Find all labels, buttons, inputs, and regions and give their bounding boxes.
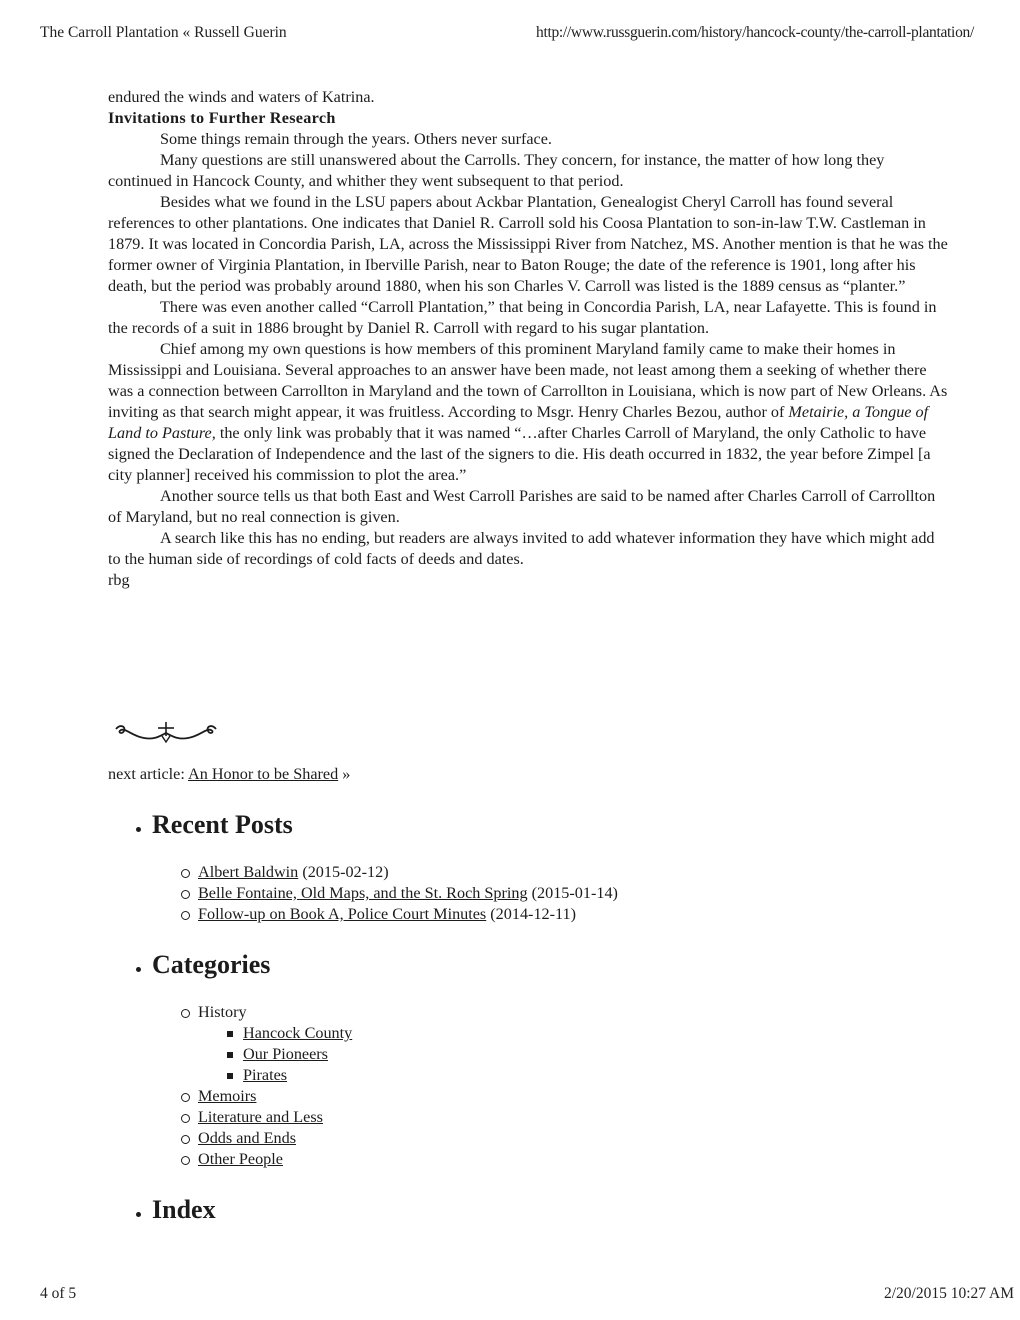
- bullet-icon: [136, 967, 141, 972]
- category-link-hancock-county[interactable]: Hancock County: [243, 1024, 353, 1042]
- list-item: [227, 1044, 481, 1065]
- recent-posts-heading-text: Recent Posts: [152, 810, 293, 839]
- article-paragraph: There was even another called “Carroll Plantation,” that being in Concordia Parish, LA, near Lafayette. This is found in the records of a suit in 1886 brought by Daniel R. Carroll with regard to his sugar plantation.: [108, 298, 937, 337]
- post-date: (2015-01-14): [527, 884, 618, 902]
- article-paragraph: Many questions are still unanswered about the Carrolls. They concern, for instance, the matter of how long they continued in Hancock County, and whither they went subsequent to that period.: [108, 151, 885, 190]
- recent-post-link[interactable]: Belle Fontaine, Old Maps, and the St. Roch Spring: [198, 884, 528, 902]
- list-item: [227, 1065, 481, 1086]
- index-widget: [136, 1195, 216, 1225]
- category-link-pirates[interactable]: Pirates: [243, 1066, 288, 1084]
- print-footer-datetime: 2/20/2015 10:27 AM: [883, 1285, 1014, 1302]
- print-footer-page: 4 of 5: [40, 1285, 77, 1302]
- bullet-icon: [136, 1212, 141, 1217]
- category-label: History: [198, 1003, 247, 1021]
- category-link-our-pioneers[interactable]: Our Pioneers: [243, 1045, 328, 1063]
- ornament-divider-icon: [114, 716, 218, 746]
- categories-heading: [136, 950, 270, 980]
- next-article-nav: [108, 765, 350, 784]
- list-item: [181, 1149, 481, 1170]
- article-paragraph: Another source tells us that both East and West Carroll Parishes are said to be named after Charles Carroll of Carrollton of Maryland, but no real connection is given.: [108, 487, 936, 526]
- recent-posts-widget: [136, 810, 618, 923]
- section-subheading: Invitations to Further Research: [108, 109, 336, 127]
- post-date: (2015-02-12): [298, 863, 389, 881]
- author-signature: rbg: [108, 571, 130, 589]
- book-title: Metairie, a Tongue of Land to Pasture,: [108, 403, 929, 442]
- article-paragraph: endured the winds and waters of Katrina.: [108, 88, 375, 106]
- list-item: [181, 1086, 481, 1107]
- next-article-link[interactable]: An Honor to be Shared: [188, 765, 339, 783]
- article-body: [108, 87, 950, 591]
- category-item-history: [181, 1002, 481, 1086]
- index-heading: [136, 1195, 216, 1225]
- article-paragraph: Some things remain through the years. Others never surface.: [160, 130, 552, 148]
- categories-list: [181, 1002, 481, 1170]
- post-date: (2014-12-11): [486, 905, 577, 923]
- article-paragraph: [108, 339, 950, 486]
- category-link-odds-and-ends[interactable]: Odds and Ends: [198, 1129, 297, 1147]
- recent-posts-list: [181, 862, 741, 925]
- category-link-literature[interactable]: Literature and Less: [198, 1108, 323, 1126]
- category-link-other-people[interactable]: Other People: [198, 1150, 283, 1168]
- bullet-icon: [136, 827, 141, 832]
- print-header-title: The Carroll Plantation « Russell Guerin: [40, 24, 287, 41]
- next-article-suffix: »: [338, 765, 351, 783]
- print-header-url: http://www.russguerin.com/history/hancock-county/the-carroll-plantation/: [536, 24, 974, 41]
- category-link-memoirs[interactable]: Memoirs: [198, 1087, 257, 1105]
- list-item: [227, 1023, 481, 1044]
- paragraph-text: the only link was probably that it was named “…after Charles Carroll of Maryland, the only Catholic to have signed the Declaration of Independence and the last of the signers to die. His death occurred in 1832, the year before Zimpel [a city planner] received his commission to plot the area.”: [108, 424, 931, 484]
- list-item: [181, 1128, 481, 1149]
- subcategory-list: [227, 1023, 481, 1086]
- article-paragraph: Besides what we found in the LSU papers about Ackbar Plantation, Genealogist Cheryl Carroll has found several references to other plantations. One indicates that Daniel R. Carroll sold his Coosa Plantation to son-in-law T.W. Castleman in 1879. It was located in Concordia Parish, LA, across the Mississippi River from Natchez, MS. Another mention is that he was the former owner of Virginia Plantation, in Iberville Parish, near to Baton Rouge; the date of the reference is 1901, long after his death, but the period was probably around 1880, when his son Charles V. Carroll was listed is the 1889 census as “planter.”: [108, 193, 948, 295]
- list-item: [181, 904, 741, 925]
- recent-post-link[interactable]: Follow-up on Book A, Police Court Minutes: [198, 905, 487, 923]
- article-paragraph: A search like this has no ending, but readers are always invited to add whatever information they have which might add to the human side of recordings of cold facts of deeds and dates.: [108, 529, 935, 568]
- next-article-prefix: next article:: [108, 765, 189, 783]
- categories-heading-text: Categories: [152, 950, 271, 979]
- paragraph-text: Chief among my own questions is how members of this prominent Maryland family came to make their homes in Mississippi and Louisiana. Several approaches to an answer have been made, not least among them a seeking of whether there was a connection between Carrollton in Maryland and the town of Carrollton in Louisiana, which is now part of New Orleans. As inviting as that search might appear, it was fruitless. According to Msgr. Henry Charles Bezou, author of: [108, 340, 948, 421]
- index-heading-text: Index: [152, 1195, 216, 1224]
- list-item: [181, 1107, 481, 1128]
- categories-widget: [136, 950, 353, 1168]
- list-item: [181, 862, 741, 883]
- recent-posts-heading: [136, 810, 293, 840]
- recent-post-link[interactable]: Albert Baldwin: [198, 863, 299, 881]
- list-item: [181, 883, 741, 904]
